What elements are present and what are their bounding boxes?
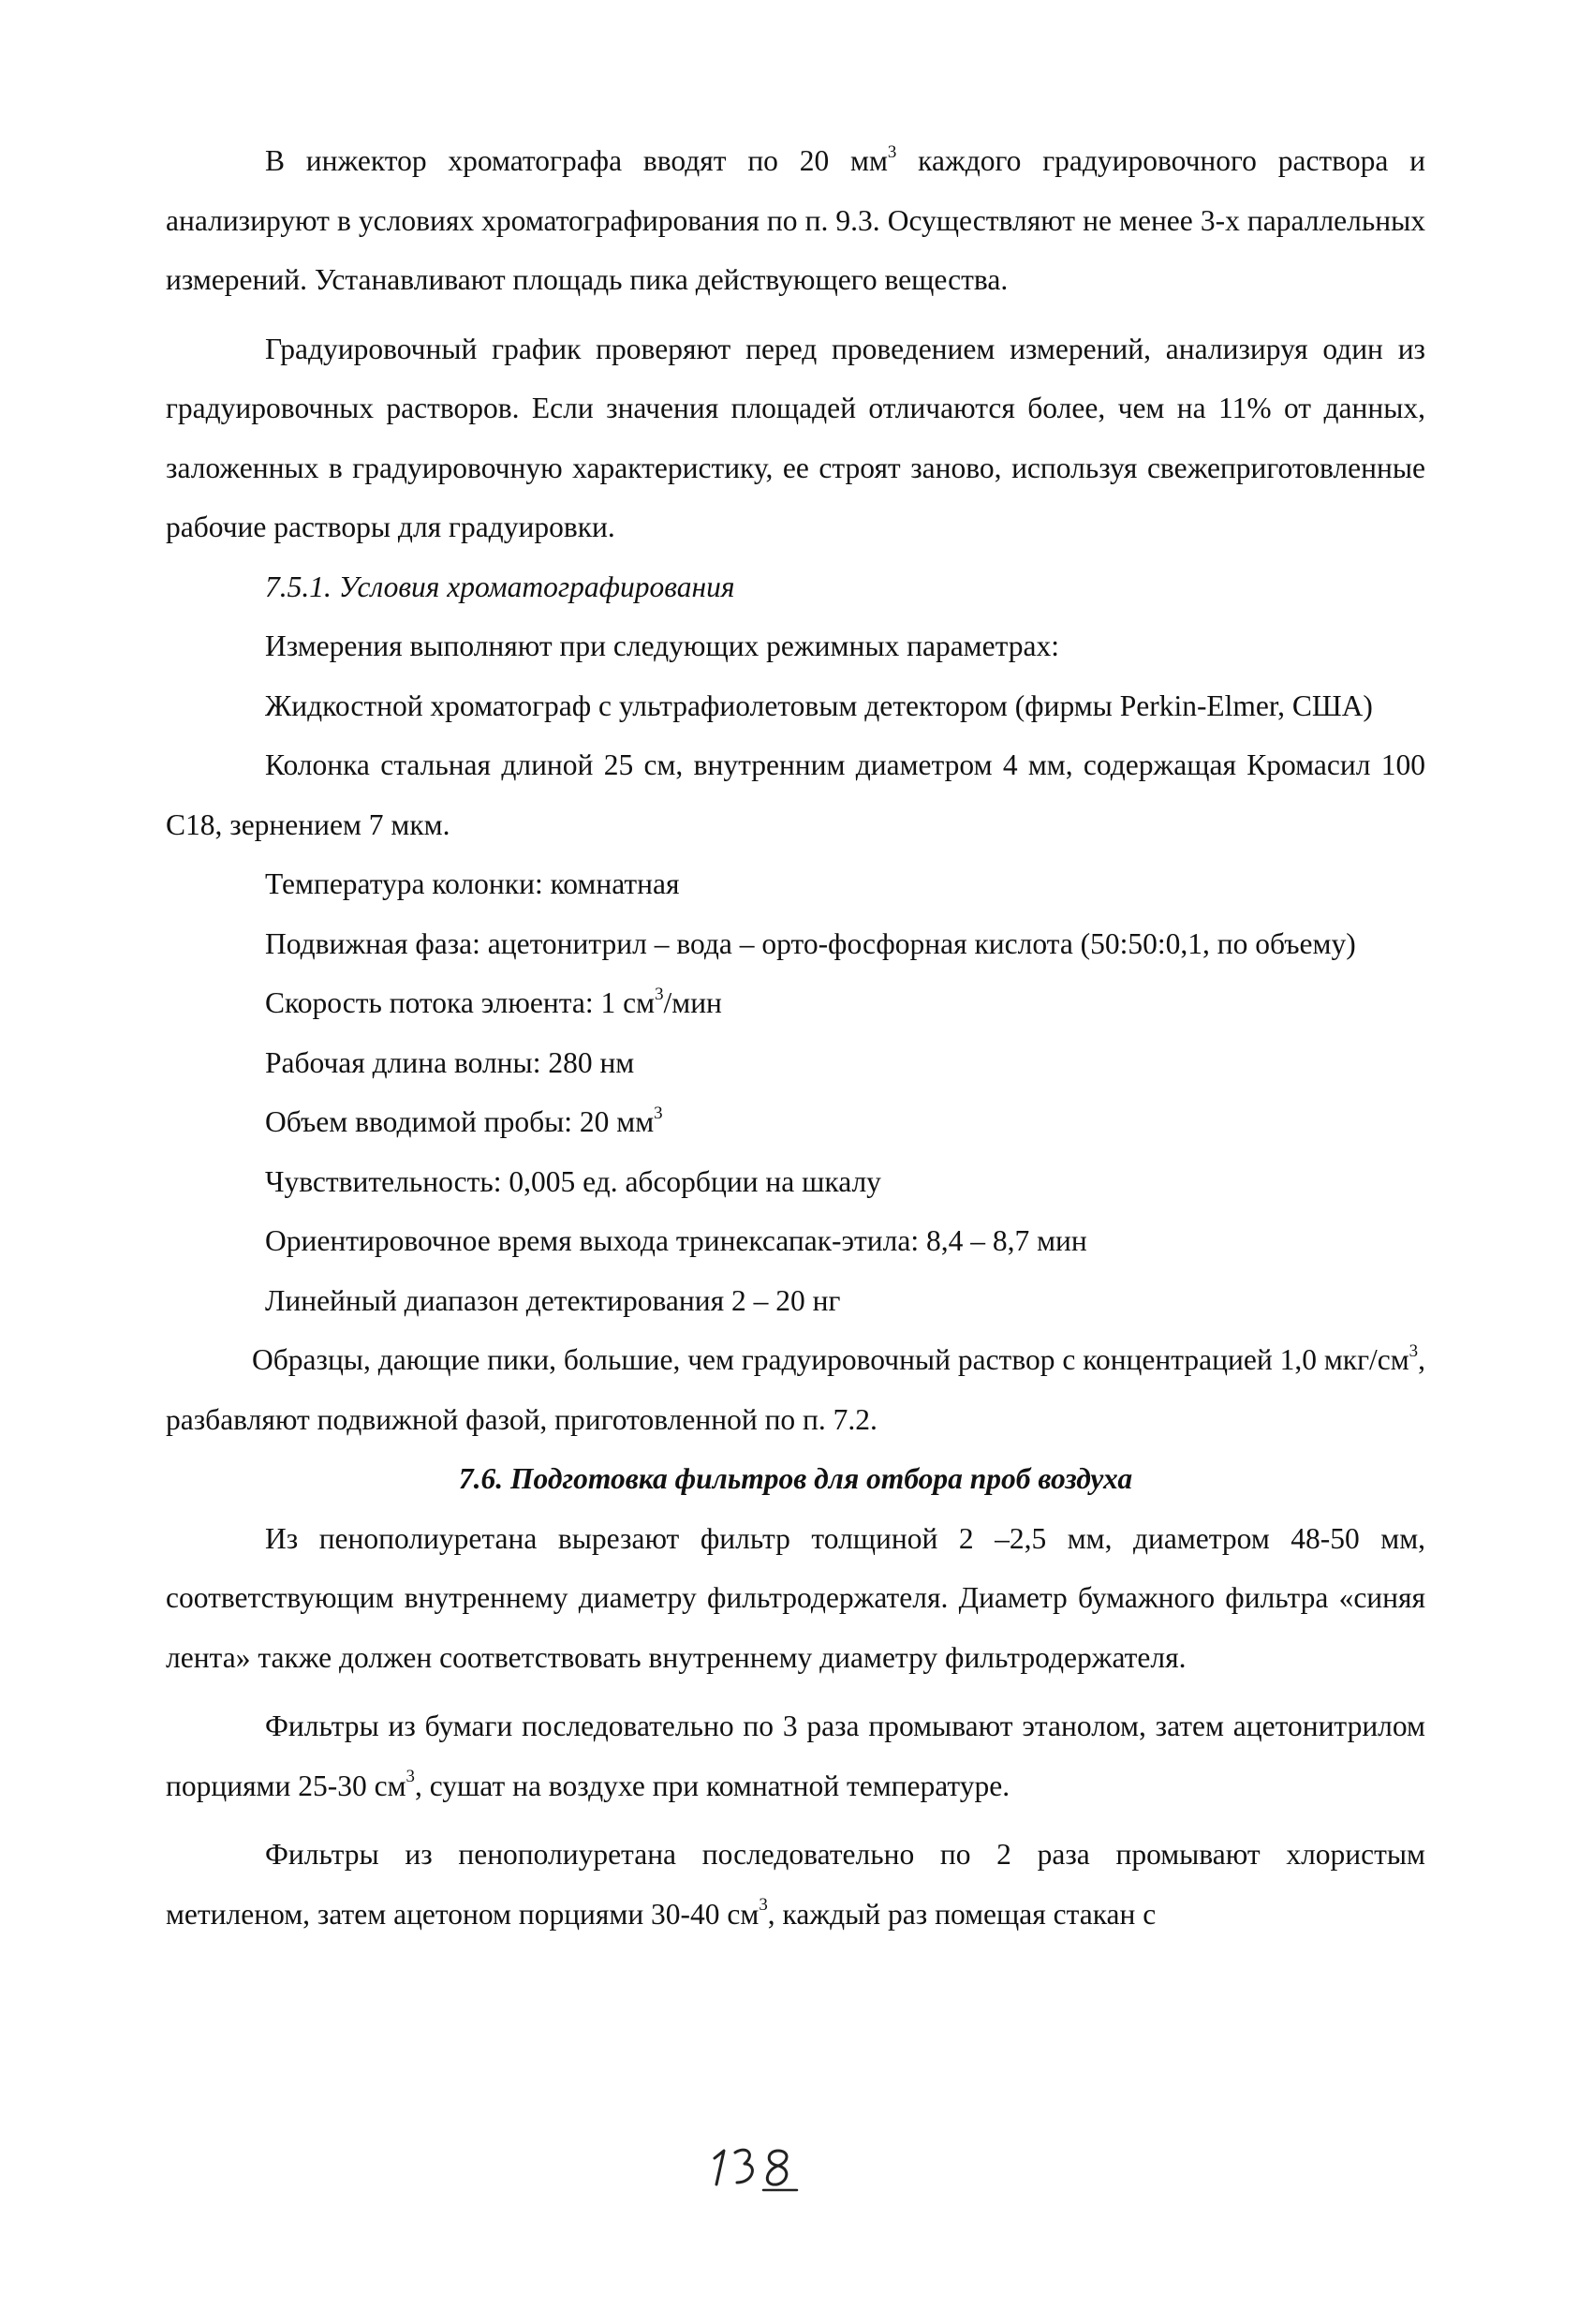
paragraph-column: Колонка стальная длиной 25 см, внутренним диаметром 4 мм, содержащая Кромасил 100 С18, зернением 7 мкм. <box>166 748 1425 841</box>
superscript: 3 <box>406 1767 415 1787</box>
text-segment: , сушат на воздухе при комнатной температуре. <box>414 1769 1010 1802</box>
paragraph-retention-time: Ориентировочное время выхода тринексапак-этила: 8,4 – 8,7 мин <box>265 1224 1087 1257</box>
section-heading: 7.6. Подготовка фильтров для отбора проб воздуха <box>458 1462 1133 1495</box>
text-segment: Образцы, дающие пики, большие, чем градуировочный раствор с концентрацией 1,0 мкг/см <box>252 1343 1409 1376</box>
paragraph-column-temperature: Температура колонки: комнатная <box>265 867 680 900</box>
paragraph-linear-range: Линейный диапазон детектирования 2 – 20 нг <box>265 1283 841 1317</box>
superscript: 3 <box>655 984 664 1004</box>
handwritten-page-number-icon <box>707 2138 810 2194</box>
paragraph-foam-filter-washing <box>166 1825 1425 1944</box>
subsection-title: 7.5.1. Условия хроматографирования <box>265 570 735 603</box>
superscript: 3 <box>887 141 897 162</box>
text-segment: , разбавляют подвижной фазой, приготовленной по п. 7.2. <box>166 1343 1425 1436</box>
document-body <box>166 131 1425 1944</box>
paragraph-flow-rate <box>166 973 1425 1033</box>
paragraph-chromatograph: Жидкостной хроматограф с ультрафиолетовым детектором (фирмы Perkin-Elmer, США) <box>265 688 1373 722</box>
paragraph-paper-filter-washing <box>166 1696 1425 1815</box>
text-segment: Фильтры из пенополиуретана последовательно по 2 раза промывают хлористым метиленом, затем ацетоном порциями 30-40 см <box>166 1838 1425 1931</box>
paragraph-samples-dilution <box>166 1330 1425 1449</box>
text-segment: Скорость потока элюента: 1 см <box>265 986 656 1019</box>
superscript: 3 <box>759 1895 768 1916</box>
superscript: 3 <box>1409 1340 1419 1361</box>
paragraph-calibration-check: Градуировочный график проверяют перед проведением измерений, анализируя один из градуировочных растворов. Если значения площадей отличаются более, чем на 11% от данных, заложенных в градуировочную характеристику, ее строят заново, используя свежеприготовленные рабочие растворы для градуировки. <box>166 332 1425 543</box>
paragraph-sensitivity: Чувствительность: 0,005 ед. абсорбции на шкалу <box>265 1164 881 1198</box>
text-segment: Фильтры из бумаги последовательно по 3 раза промывают этанолом, затем ацетонитрилом порциями 25-30 см <box>166 1710 1425 1802</box>
paragraph-filter-cutting: Из пенополиуретана вырезают фильтр толщиной 2 –2,5 мм, диаметром 48-50 мм, соответствующим внутреннему диаметру фильтродержателя. Диаметр бумажного фильтра «синяя лента» также должен соответствовать внутреннему диаметру фильтродержателя. <box>166 1521 1425 1674</box>
paragraph-wavelength: Рабочая длина волны: 280 нм <box>265 1045 635 1079</box>
paragraph-injection <box>166 131 1425 310</box>
text-segment: , каждый раз помещая стакан с <box>767 1897 1157 1931</box>
text-segment: каждого градуировочного раствора и анализируют в условиях хроматографирования по п. 9.3. Осуществляют не менее 3-х параллельных измерений. Устанавливают площадь пика действующего вещества. <box>166 144 1425 296</box>
text-segment: /мин <box>663 986 722 1019</box>
superscript: 3 <box>654 1103 663 1123</box>
page-number <box>707 2138 810 2194</box>
paragraph-measurement-params: Измерения выполняют при следующих режимных параметрах: <box>265 629 1059 662</box>
paragraph-sample-volume <box>166 1092 1425 1152</box>
text-segment: Объем вводимой пробы: 20 мм <box>265 1105 655 1138</box>
paragraph-mobile-phase: Подвижная фаза: ацетонитрил – вода – орто-фосфорная кислота (50:50:0,1, по объему) <box>265 926 1356 960</box>
text-segment: В инжектор хроматографа вводят по 20 мм <box>265 144 888 177</box>
